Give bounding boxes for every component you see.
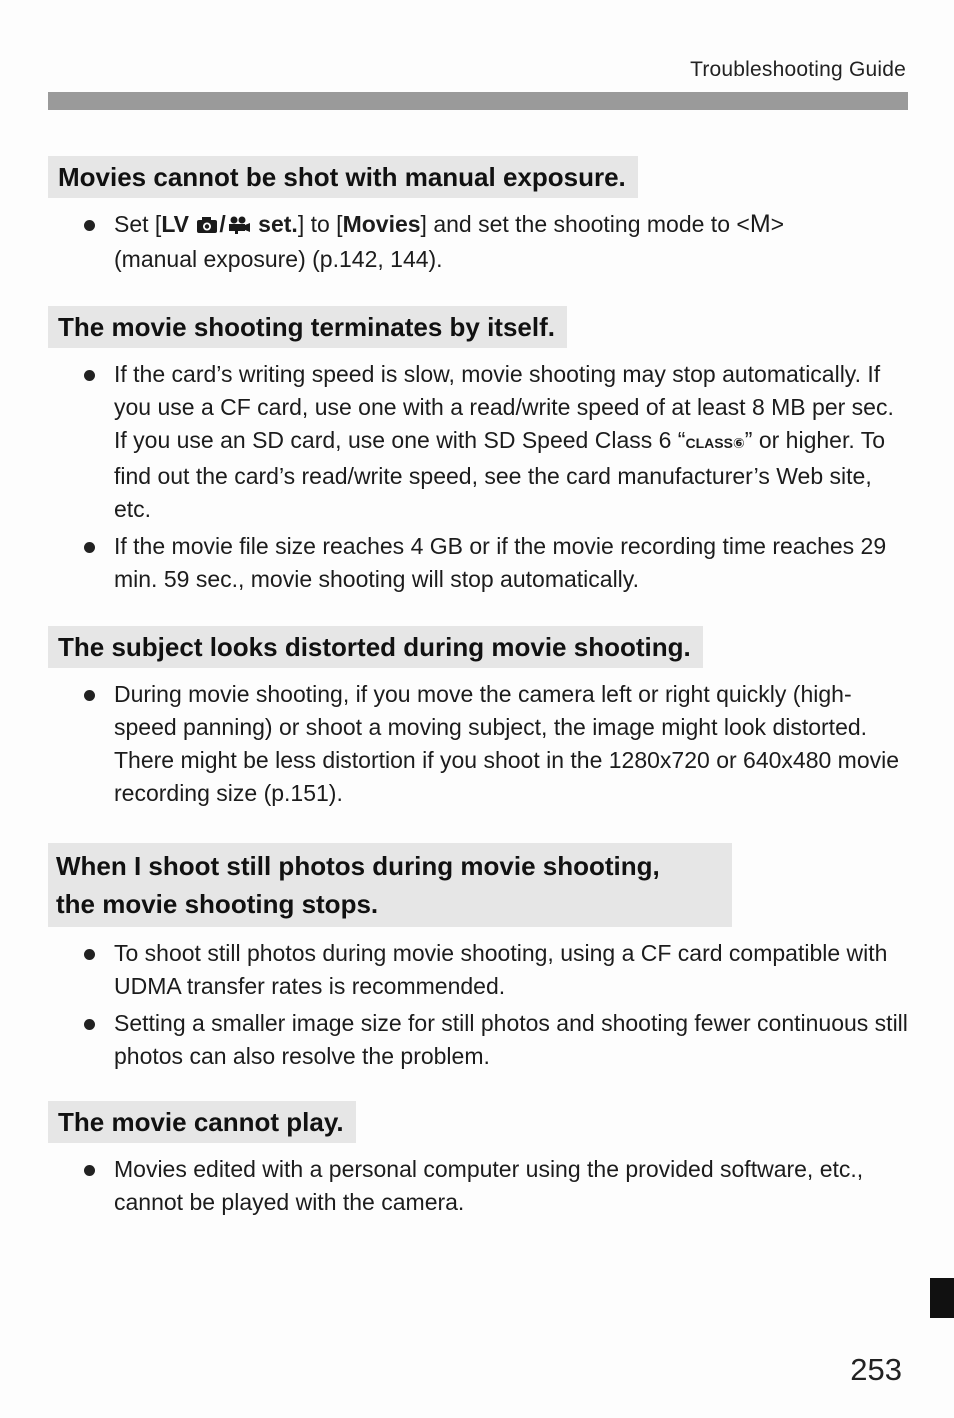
bullet-icon [84, 690, 95, 701]
section-manual-exposure [48, 156, 908, 280]
section-title: The movie cannot play. [48, 1101, 356, 1143]
mode-m-symbol: M [749, 210, 771, 238]
chapter-thumb-tab [930, 1278, 954, 1318]
bullet-icon [84, 949, 95, 960]
bullet-list [48, 937, 908, 1073]
bullet-list [48, 358, 908, 596]
bullet-icon [84, 1165, 95, 1176]
header-rule [48, 92, 908, 110]
section-title: Movies cannot be shot with manual exposure. [48, 156, 638, 198]
running-head: Troubleshooting Guide [690, 58, 906, 81]
section-movie-terminates [48, 306, 908, 600]
camera-icon [196, 210, 218, 243]
section-title-line: When I shoot still photos during movie shooting, [56, 851, 660, 881]
list-item: If the card’s writing speed is slow, movie shooting may stop automatically. If you use a CF card, use one with a read/write speed of at least 8 MB per sec. If you use an SD card, use one with SD Speed Class 6 “CLASS⑥” or higher. To find out the card’s read/write speed, see the card manufacturer’s Web site, etc. [48, 358, 908, 526]
section-movie-cannot-play [48, 1101, 908, 1223]
page-number: 253 [850, 1352, 902, 1387]
list-item: Setting a smaller image size for still photos and shooting fewer continuous still photos can also resolve the problem. [48, 1007, 908, 1073]
section-title: The movie shooting terminates by itself. [48, 306, 567, 348]
section-title [48, 843, 732, 927]
list-item: Movies edited with a personal computer using the provided software, etc., cannot be played with the camera. [48, 1153, 908, 1219]
sd-speed-class-6-logo: CLASS⑥ [685, 435, 745, 451]
list-item: If the movie file size reaches 4 GB or if the movie recording time reaches 29 min. 59 sec., movie shooting will stop automatically. [48, 530, 908, 596]
bullet-icon [84, 370, 95, 381]
bullet-icon [84, 220, 95, 231]
section-title-line: the movie shooting stops. [56, 889, 379, 919]
bullet-list [48, 208, 908, 276]
list-item: Set [LV / set.] to [Movies] and set the shooting mode to <M> (manual exposure) (p.142, 144). [48, 208, 908, 276]
bullet-list [48, 678, 908, 810]
list-item: During movie shooting, if you move the camera left or right quickly (high-speed panning) or shoot a moving subject, the image might look distorted. There might be less distortion if you shoot in the 1280x720 or 640x480 movie recording size (p.151). [48, 678, 908, 810]
movie-camera-icon [227, 210, 251, 243]
section-subject-distorted [48, 626, 908, 814]
section-still-photos-stop-movie [48, 843, 908, 1077]
bullet-icon [84, 542, 95, 553]
list-item: To shoot still photos during movie shooting, using a CF card compatible with UDMA transfer rates is recommended. [48, 937, 908, 1003]
bullet-icon [84, 1019, 95, 1030]
bullet-list [48, 1153, 908, 1219]
section-title: The subject looks distorted during movie shooting. [48, 626, 703, 668]
